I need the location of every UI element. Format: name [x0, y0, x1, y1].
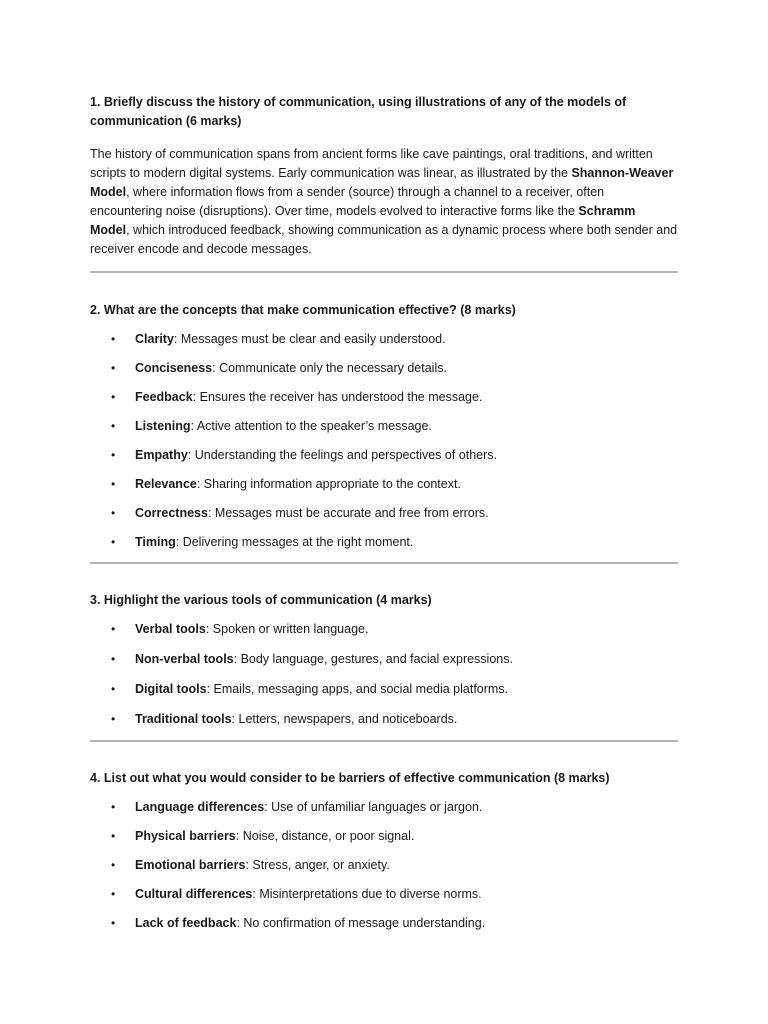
list-item	[111, 856, 678, 875]
list-item	[111, 330, 678, 349]
list-item-description: : Messages must be accurate and free from errors.	[207, 506, 489, 520]
answer-text: , which introduced feedback, showing communication as a dynamic process where both sender and receiver encode and decode messages.	[90, 223, 678, 256]
question-3-title: 3. Highlight the various tools of communication (4 marks)	[90, 593, 432, 607]
bullet-icon: •	[111, 682, 116, 696]
question-4-section	[90, 769, 678, 933]
bullet-icon: •	[111, 858, 116, 872]
list-item-description: : Understanding the feelings and perspectives of others.	[187, 448, 498, 462]
list-item-term: Emotional barriers	[135, 858, 246, 872]
list-item-description: : Communicate only the necessary details.	[212, 361, 447, 375]
list-item-term: Clarity	[135, 332, 174, 346]
bullet-icon: •	[111, 535, 116, 549]
list-item	[111, 885, 678, 904]
list-item-term: Feedback	[135, 390, 193, 404]
bullet-icon: •	[111, 916, 116, 930]
list-item-description: : Letters, newspapers, and noticeboards.	[231, 712, 458, 726]
list-item	[111, 827, 678, 846]
question-4-title: 4. List out what you would consider to be barriers of effective communication (8 marks)	[90, 771, 610, 785]
question-3-section	[90, 591, 678, 742]
bullet-icon: •	[111, 800, 116, 814]
list-item-description: : Noise, distance, or poor signal.	[235, 829, 415, 843]
bullet-icon: •	[111, 887, 116, 901]
section-divider	[90, 740, 678, 742]
list-item-description: : Stress, anger, or anxiety.	[245, 858, 390, 872]
bullet-list	[90, 798, 678, 933]
list-item	[111, 417, 678, 436]
list-item-description: : Active attention to the speaker’s message.	[190, 419, 432, 433]
list-item	[111, 475, 678, 494]
bullet-icon: •	[111, 506, 116, 520]
list-item-term: Relevance	[135, 477, 197, 491]
bullet-list	[90, 620, 678, 729]
list-item-description: : Spoken or written language.	[205, 622, 369, 636]
question-1-section	[90, 93, 678, 273]
list-item-term: Listening	[135, 419, 191, 433]
list-item-term: Conciseness	[135, 361, 213, 375]
list-item-description: : Misinterpretations due to diverse norms.	[252, 887, 482, 901]
bullet-list	[90, 330, 678, 552]
list-item-term: Timing	[135, 535, 176, 549]
list-item-description: : Ensures the receiver has understood the message.	[192, 390, 483, 404]
list-item-description: : Sharing information appropriate to the context.	[196, 477, 461, 491]
answer-bold-term: Schramm Model	[90, 204, 636, 237]
question-1-title: 1. Briefly discuss the history of communication, using illustrations of any of the models of communication (6 marks)	[90, 95, 627, 128]
list-item	[111, 710, 678, 729]
list-item-description: : No confirmation of message understanding.	[236, 916, 486, 930]
list-item-term: Digital tools	[135, 682, 207, 696]
answer-text: The history of communication spans from ancient forms like cave paintings, oral traditions, and written scripts to modern digital systems. Early communication was linear, as illustrated by the	[90, 147, 653, 180]
list-item-term: Traditional tools	[135, 712, 232, 726]
section-divider	[90, 271, 678, 273]
list-item-term: Empathy	[135, 448, 188, 462]
list-item	[111, 680, 678, 699]
list-item-description: : Delivering messages at the right moment.	[175, 535, 414, 549]
list-item-term: Language differences	[135, 800, 265, 814]
bullet-icon: •	[111, 829, 116, 843]
section-divider	[90, 562, 678, 564]
bullet-icon: •	[111, 622, 116, 636]
list-item-term: Correctness	[135, 506, 208, 520]
bullet-icon: •	[111, 448, 116, 462]
list-item	[111, 620, 678, 639]
list-item	[111, 446, 678, 465]
bullet-icon: •	[111, 712, 116, 726]
list-item-description: : Emails, messaging apps, and social media platforms.	[206, 682, 509, 696]
answer-text: , where information flows from a sender (source) through a channel to a receiver, often encountering noise (disruptions). Over time, models evolved to interactive forms like the	[90, 185, 605, 218]
list-item-description: : Messages must be clear and easily understood.	[173, 332, 446, 346]
list-item	[111, 388, 678, 407]
list-item-term: Lack of feedback	[135, 916, 237, 930]
list-item	[111, 504, 678, 523]
bullet-icon: •	[111, 477, 116, 491]
list-item-term: Non-verbal tools	[135, 652, 234, 666]
bullet-icon: •	[111, 361, 116, 375]
list-item	[111, 533, 678, 552]
question-2-section	[90, 301, 678, 564]
list-item	[111, 914, 678, 933]
list-item-term: Physical barriers	[135, 829, 236, 843]
list-item-description: : Body language, gestures, and facial expressions.	[233, 652, 513, 666]
list-item	[111, 798, 678, 817]
bullet-icon: •	[111, 332, 116, 346]
list-item	[111, 650, 678, 669]
list-item-term: Verbal tools	[135, 622, 206, 636]
list-item-description: : Use of unfamiliar languages or jargon.	[264, 800, 483, 814]
list-item	[111, 359, 678, 378]
bullet-icon: •	[111, 390, 116, 404]
list-item-term: Cultural differences	[135, 887, 253, 901]
answer-bold-term: Shannon-Weaver Model	[90, 166, 674, 199]
question-2-title: 2. What are the concepts that make communication effective? (8 marks)	[90, 303, 516, 317]
bullet-icon: •	[111, 419, 116, 433]
question-1-answer	[90, 145, 678, 259]
bullet-icon: •	[111, 652, 116, 666]
